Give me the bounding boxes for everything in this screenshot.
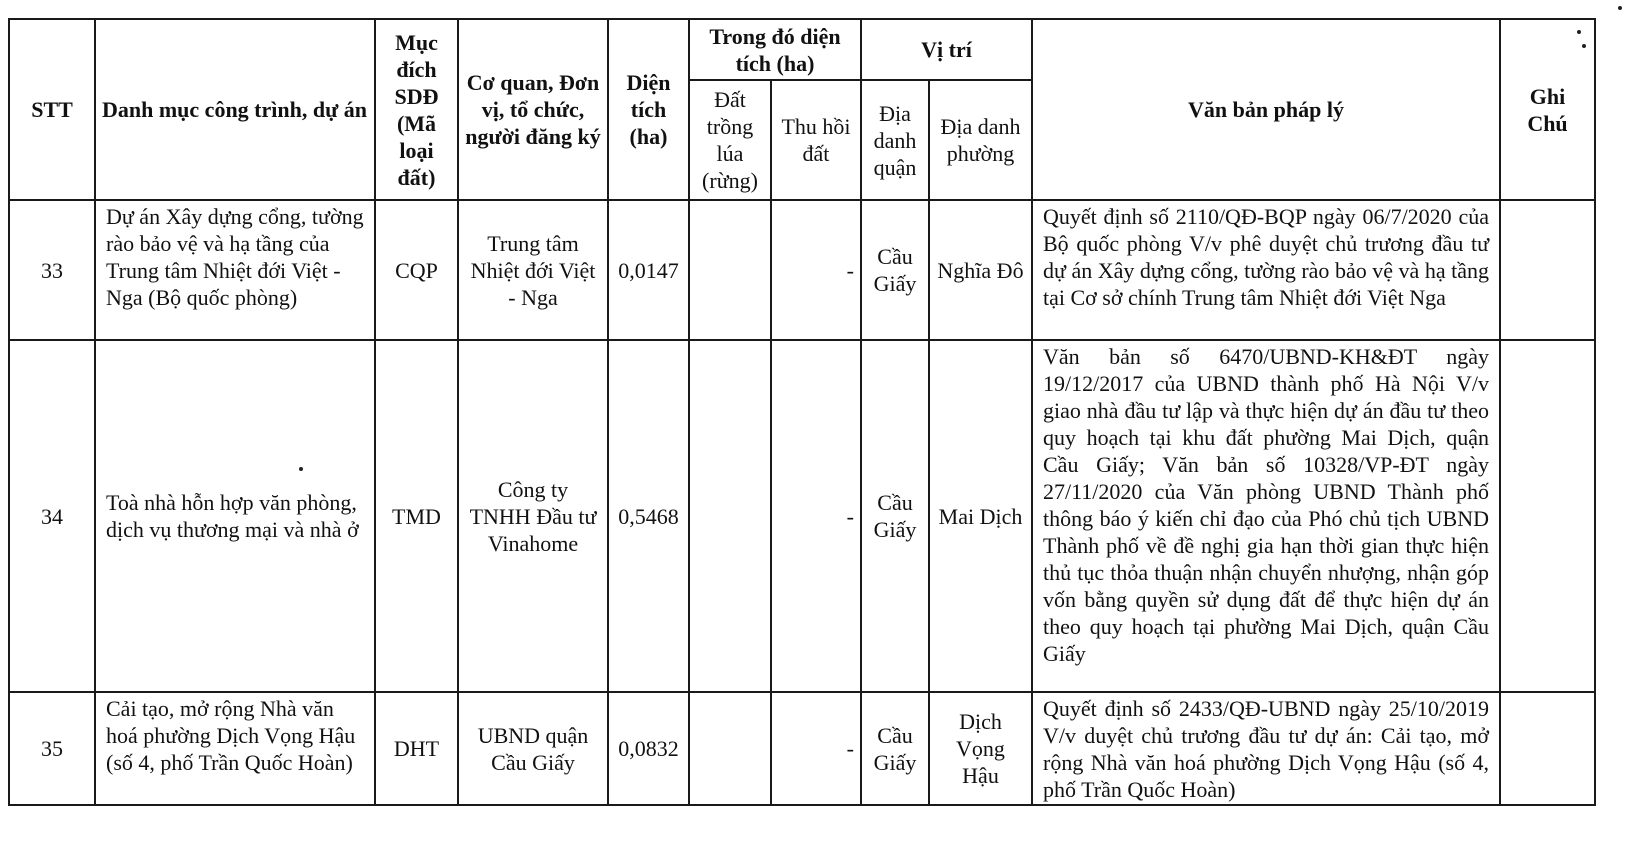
header-van-ban: Văn bản pháp lý bbox=[1032, 19, 1500, 200]
header-phuong: Địa danh phường bbox=[929, 80, 1032, 200]
cell-van-ban: Quyết định số 2433/QĐ-UBND ngày 25/10/2019 V/v duyệt chủ trương đầu tư dự án: Cải tạo, mở rộng Nhà văn hoá phường Dịch Vọng Hậu (số 4, phố Trần Quốc Hoàn) bbox=[1032, 692, 1500, 805]
header-stt: STT bbox=[9, 19, 95, 200]
cell-stt: 34 bbox=[9, 340, 95, 692]
cell-ten: Dự án Xây dựng cổng, tường rào bảo vệ và hạ tầng của Trung tâm Nhiệt đới Việt - Nga (Bộ quốc phòng) bbox=[95, 200, 375, 340]
cell-co-quan: Công ty TNHH Đầu tư Vinahome bbox=[458, 340, 608, 692]
cell-co-quan: Trung tâm Nhiệt đới Việt - Nga bbox=[458, 200, 608, 340]
cell-thu-hoi: - bbox=[771, 340, 861, 692]
header-quan: Địa danh quận bbox=[861, 80, 929, 200]
cell-van-ban: Quyết định số 2110/QĐ-BQP ngày 06/7/2020 của Bộ quốc phòng V/v phê duyệt chủ trương đầu tư dự án Xây dựng cổng, tường rào bảo vệ và hạ tầng tại Cơ sở chính Trung tâm Nhiệt đới Việt Nga bbox=[1032, 200, 1500, 340]
header-dien-tich: Diện tích (ha) bbox=[608, 19, 689, 200]
header-co-quan: Cơ quan, Đơn vị, tổ chức, người đăng ký bbox=[458, 19, 608, 200]
cell-ma: CQP bbox=[375, 200, 458, 340]
cell-ghi-chu bbox=[1500, 340, 1595, 692]
header-danh-muc: Danh mục công trình, dự án bbox=[95, 19, 375, 200]
cell-ghi-chu bbox=[1500, 200, 1595, 340]
scan-speck bbox=[1577, 30, 1581, 34]
cell-dien-tich: 0,5468 bbox=[608, 340, 689, 692]
cell-thu-hoi: - bbox=[771, 200, 861, 340]
header-dat-trong-lua: Đất trồng lúa (rừng) bbox=[689, 80, 771, 200]
cell-dien-tich: 0,0147 bbox=[608, 200, 689, 340]
cell-quan: Cầu Giấy bbox=[861, 692, 929, 805]
table-row bbox=[9, 200, 1595, 340]
cell-van-ban: Văn bản số 6470/UBND-KH&ĐT ngày 19/12/2017 của UBND thành phố Hà Nội V/v giao nhà đầu tư lập và thực hiện dự án đầu tư theo quy hoạch tại khu đất phường Mai Dịch, quận Cầu Giấy; Văn bản số 10328/VP-ĐT ngày 27/11/2020 của Văn phòng UBND Thành phố thông báo ý kiến chỉ đạo của Phó chủ tịch UBND Thành phố về đề nghị gia hạn thời gian thực hiện thủ tục thỏa thuận nhận chuyển nhượng, nhận góp vốn bằng quyền sử dụng đất để thực hiện dự án theo quy hoạch tại phường Mai Dịch, quận Cầu Giấy bbox=[1032, 340, 1500, 692]
cell-dien-tich: 0,0832 bbox=[608, 692, 689, 805]
header-muc-dich: Mục đích SDĐ (Mã loại đất) bbox=[375, 19, 458, 200]
scan-speck bbox=[1582, 44, 1586, 48]
cell-ten: Cải tạo, mở rộng Nhà văn hoá phường Dịch Vọng Hậu (số 4, phố Trần Quốc Hoàn) bbox=[95, 692, 375, 805]
cell-phuong: Nghĩa Đô bbox=[929, 200, 1032, 340]
cell-stt: 35 bbox=[9, 692, 95, 805]
table-row bbox=[9, 340, 1595, 692]
cell-ten: Toà nhà hỗn hợp văn phòng, dịch vụ thương mại và nhà ở bbox=[95, 340, 375, 692]
cell-phuong: Dịch Vọng Hậu bbox=[929, 692, 1032, 805]
header-thu-hoi: Thu hồi đất bbox=[771, 80, 861, 200]
cell-phuong: Mai Dịch bbox=[929, 340, 1032, 692]
cell-ghi-chu bbox=[1500, 692, 1595, 805]
header-ghi-chu: Ghi Chú bbox=[1500, 19, 1595, 200]
cell-co-quan: UBND quận Cầu Giấy bbox=[458, 692, 608, 805]
land-use-table bbox=[8, 18, 1596, 806]
cell-quan: Cầu Giấy bbox=[861, 340, 929, 692]
cell-lua bbox=[689, 340, 771, 692]
cell-lua bbox=[689, 200, 771, 340]
scan-speck bbox=[299, 467, 303, 471]
cell-ma: DHT bbox=[375, 692, 458, 805]
table-row bbox=[9, 692, 1595, 805]
cell-ma: TMD bbox=[375, 340, 458, 692]
cell-thu-hoi: - bbox=[771, 692, 861, 805]
cell-stt: 33 bbox=[9, 200, 95, 340]
cell-lua bbox=[689, 692, 771, 805]
header-vi-tri: Vị trí bbox=[861, 19, 1032, 80]
cell-quan: Cầu Giấy bbox=[861, 200, 929, 340]
header-trong-do: Trong đó diện tích (ha) bbox=[689, 19, 861, 80]
scan-speck bbox=[1618, 6, 1622, 10]
